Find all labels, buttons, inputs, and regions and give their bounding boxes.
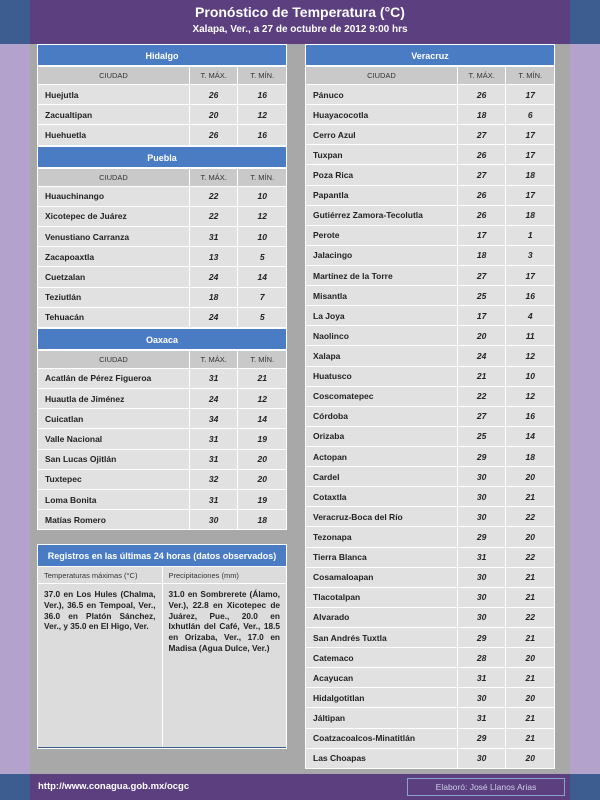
tmin-cell: 14: [238, 409, 287, 429]
column-header-tmax: T. MÁX.: [189, 67, 238, 85]
table-header-row: [306, 67, 555, 85]
tmax-cell: 28: [457, 648, 506, 668]
table-row: [38, 85, 287, 105]
tmax-cell: 30: [457, 587, 506, 607]
corner-top-right: [570, 0, 600, 44]
registros-body: [38, 584, 286, 747]
hidalgo-table: [37, 66, 287, 146]
tmin-cell: 20: [506, 467, 555, 487]
table-row: [306, 205, 555, 225]
city-cell: Coatzacoalcos-Minatitlán: [306, 728, 458, 748]
tmin-cell: 14: [506, 426, 555, 446]
tmin-cell: 20: [506, 648, 555, 668]
table-row: [306, 487, 555, 507]
table-row: [306, 306, 555, 326]
table-row: [306, 648, 555, 668]
tmax-cell: 24: [457, 346, 506, 366]
tmin-cell: 7: [238, 287, 287, 307]
tmin-cell: 22: [506, 507, 555, 527]
tmax-cell: 18: [457, 245, 506, 265]
tmin-cell: 21: [506, 728, 555, 748]
tmax-cell: 18: [457, 105, 506, 125]
right-border: [570, 0, 600, 800]
table-row: [306, 125, 555, 145]
tmin-cell: 21: [506, 567, 555, 587]
tmax-cell: 31: [189, 368, 238, 388]
table-row: [306, 507, 555, 527]
tmin-cell: 16: [506, 406, 555, 426]
city-cell: Martínez de la Torre: [306, 265, 458, 285]
section-hidalgo: [37, 44, 287, 146]
tmax-cell: 31: [189, 490, 238, 510]
table-row: [306, 366, 555, 386]
city-cell: Cardel: [306, 467, 458, 487]
table-row: [38, 389, 287, 409]
tmax-cell: 27: [457, 406, 506, 426]
section-veracruz: [305, 44, 555, 769]
column-header-tmin: T. MÍN.: [238, 350, 287, 368]
city-cell: San Lucas Ojitlán: [38, 449, 190, 469]
tmax-cell: 30: [457, 467, 506, 487]
city-cell: Zacualtipan: [38, 105, 190, 125]
column-header-tmax: T. MÁX.: [457, 67, 506, 85]
tmax-cell: 31: [189, 449, 238, 469]
tmin-cell: 1: [506, 225, 555, 245]
tmin-cell: 14: [238, 267, 287, 287]
tmax-cell: 30: [457, 688, 506, 708]
table-row: [38, 469, 287, 489]
tmin-cell: 20: [506, 748, 555, 768]
footer-url[interactable]: http://www.conagua.gob.mx/ocgc: [38, 781, 190, 792]
registros-title: Registros en las últimas 24 horas (datos observados): [38, 545, 286, 567]
tmin-cell: 10: [238, 186, 287, 206]
tmax-cell: 31: [457, 547, 506, 567]
city-cell: Cuetzalan: [38, 267, 190, 287]
tmax-cell: 27: [457, 125, 506, 145]
tmin-cell: 18: [506, 205, 555, 225]
tmin-cell: 20: [238, 449, 287, 469]
column-header-tmin: T. MÍN.: [238, 67, 287, 85]
tmax-cell: 25: [457, 286, 506, 306]
tmax-cell: 24: [189, 267, 238, 287]
tmin-cell: 10: [506, 366, 555, 386]
tmax-cell: 21: [457, 366, 506, 386]
tmax-cell: 24: [189, 307, 238, 327]
tmin-cell: 16: [238, 85, 287, 105]
tmax-cell: 31: [189, 429, 238, 449]
city-cell: Loma Bonita: [38, 490, 190, 510]
oaxaca-table: [37, 350, 287, 531]
city-cell: Xalapa: [306, 346, 458, 366]
table-row: [306, 627, 555, 647]
city-cell: Matías Romero: [38, 510, 190, 530]
tmax-cell: 29: [457, 446, 506, 466]
city-cell: Tezonapa: [306, 527, 458, 547]
tmax-cell: 22: [457, 386, 506, 406]
table-row: [38, 267, 287, 287]
page-header: [30, 0, 570, 44]
tmin-cell: 11: [506, 326, 555, 346]
city-cell: Tlacotalpan: [306, 587, 458, 607]
city-cell: Teziutlán: [38, 287, 190, 307]
column-header-city: CIUDAD: [38, 67, 190, 85]
tmin-cell: 10: [238, 226, 287, 246]
tmin-cell: 19: [238, 490, 287, 510]
city-cell: Actopan: [306, 446, 458, 466]
tmin-cell: 20: [238, 469, 287, 489]
table-row: [306, 406, 555, 426]
tmin-cell: 21: [238, 368, 287, 388]
tmin-cell: 22: [506, 547, 555, 567]
tmin-cell: 20: [506, 527, 555, 547]
city-cell: Naolinco: [306, 326, 458, 346]
tmax-cell: 18: [189, 287, 238, 307]
table-row: [306, 688, 555, 708]
tmax-cell: 22: [189, 206, 238, 226]
tmax-cell: 26: [457, 145, 506, 165]
table-row: [38, 287, 287, 307]
tmin-cell: 17: [506, 145, 555, 165]
city-cell: Acayucan: [306, 668, 458, 688]
left-column: [37, 44, 287, 530]
table-row: [306, 527, 555, 547]
city-cell: Orizaba: [306, 426, 458, 446]
tmax-cell: 13: [189, 247, 238, 267]
tmax-cell: 25: [457, 426, 506, 446]
tmin-cell: 12: [506, 386, 555, 406]
city-cell: Catemaco: [306, 648, 458, 668]
table-row: [306, 265, 555, 285]
table-row: [38, 226, 287, 246]
city-cell: Tuxpan: [306, 145, 458, 165]
section-title: Hidalgo: [37, 44, 287, 66]
table-row: [38, 510, 287, 530]
tmax-cell: 26: [457, 205, 506, 225]
table-row: [38, 307, 287, 327]
table-row: [306, 446, 555, 466]
table-row: [306, 467, 555, 487]
table-row: [38, 186, 287, 206]
column-header-city: CIUDAD: [38, 168, 190, 186]
tmin-cell: 22: [506, 607, 555, 627]
tmin-cell: 20: [506, 688, 555, 708]
tmin-cell: 21: [506, 587, 555, 607]
tmax-cell: 26: [457, 85, 506, 105]
tmax-cell: 30: [457, 607, 506, 627]
tmax-cell: 26: [189, 85, 238, 105]
table-row: [38, 206, 287, 226]
table-header-row: [38, 67, 287, 85]
section-title: Veracruz: [305, 44, 555, 66]
tmin-cell: 21: [506, 708, 555, 728]
city-cell: Valle Nacional: [38, 429, 190, 449]
max-temp-label: Temperaturas máximas (°C): [38, 567, 163, 583]
tmin-cell: 12: [238, 105, 287, 125]
table-row: [306, 587, 555, 607]
tmin-cell: 4: [506, 306, 555, 326]
tmin-cell: 5: [238, 247, 287, 267]
column-header-tmax: T. MÁX.: [189, 168, 238, 186]
city-cell: Huatusco: [306, 366, 458, 386]
section-title: Puebla: [37, 146, 287, 168]
city-cell: Tuxtepec: [38, 469, 190, 489]
city-cell: Huayacocotla: [306, 105, 458, 125]
tmax-cell: 29: [457, 627, 506, 647]
tmax-cell: 31: [457, 668, 506, 688]
table-row: [306, 748, 555, 768]
tmin-cell: 17: [506, 265, 555, 285]
city-cell: Papantla: [306, 185, 458, 205]
tmin-cell: 16: [506, 286, 555, 306]
tmin-cell: 18: [506, 446, 555, 466]
table-row: [306, 728, 555, 748]
precip-text: 31.0 en Sombrerete (Álamo, Ver.), 22.8 en Xicotepec de Juárez, Pue., 20.0 en Ixhutlán del Café, Ver., 18.5 en Orizaba, Ver., 17.0 en Madisa (Agua Dulce, Ver.): [168, 589, 280, 653]
city-cell: Veracruz-Boca del Río: [306, 507, 458, 527]
table-row: [38, 490, 287, 510]
city-cell: Huejutla: [38, 85, 190, 105]
tmax-cell: 17: [457, 306, 506, 326]
city-cell: Zacapoaxtla: [38, 247, 190, 267]
tmax-cell: 30: [457, 567, 506, 587]
city-cell: Gutiérrez Zamora-Tecolutla: [306, 205, 458, 225]
table-row: [306, 185, 555, 205]
column-header-tmin: T. MÍN.: [506, 67, 555, 85]
tmin-cell: 18: [238, 510, 287, 530]
city-cell: Tehuacán: [38, 307, 190, 327]
table-row: [306, 105, 555, 125]
column-header-tmax: T. MÁX.: [189, 350, 238, 368]
table-row: [38, 105, 287, 125]
city-cell: Córdoba: [306, 406, 458, 426]
right-column: [305, 44, 555, 769]
column-header-city: CIUDAD: [306, 67, 458, 85]
city-cell: Coscomatepec: [306, 386, 458, 406]
city-cell: Perote: [306, 225, 458, 245]
table-row: [306, 346, 555, 366]
tmin-cell: 5: [238, 307, 287, 327]
puebla-table: [37, 168, 287, 328]
table-row: [306, 225, 555, 245]
table-header-row: [38, 168, 287, 186]
corner-bottom-left: [0, 774, 30, 800]
table-row: [306, 245, 555, 265]
table-header-row: [38, 350, 287, 368]
tmax-cell: 30: [457, 487, 506, 507]
city-cell: Jalacingo: [306, 245, 458, 265]
tmax-cell: 31: [189, 226, 238, 246]
tmax-cell: 24: [189, 389, 238, 409]
tmax-cell: 20: [189, 105, 238, 125]
tmin-cell: 21: [506, 627, 555, 647]
tmax-cell: 30: [457, 748, 506, 768]
registros-panel: [37, 544, 287, 749]
city-cell: San Andrés Tuxtla: [306, 627, 458, 647]
max-temp-text: 37.0 en Los Hules (Chalma, Ver.), 36.5 en Tempoal, Ver., 36.0 en Platón Sánchez, Ver., y 35.0 en El Higo, Ver.: [38, 584, 163, 747]
tmin-cell: 12: [238, 206, 287, 226]
tmin-cell: 21: [506, 668, 555, 688]
tmax-cell: 31: [457, 708, 506, 728]
table-row: [306, 426, 555, 446]
tmax-cell: 22: [189, 186, 238, 206]
registros-subheader: [38, 567, 286, 584]
table-row: [306, 607, 555, 627]
tmin-cell: 19: [238, 429, 287, 449]
column-header-city: CIUDAD: [38, 350, 190, 368]
page-subtitle: Xalapa, Ver., a 27 de octubre de 2012 9:00 hrs: [192, 24, 408, 35]
tmin-cell: 18: [506, 165, 555, 185]
section-title: Oaxaca: [37, 328, 287, 350]
precip-label: Precipitaciones (mm): [168, 571, 239, 580]
city-cell: Cerro Azul: [306, 125, 458, 145]
tmin-cell: 21: [506, 487, 555, 507]
table-row: [306, 567, 555, 587]
tmax-cell: 30: [189, 510, 238, 530]
table-row: [306, 326, 555, 346]
table-row: [38, 368, 287, 388]
city-cell: Huauchinango: [38, 186, 190, 206]
tmax-cell: 32: [189, 469, 238, 489]
city-cell: Hidalgotitlan: [306, 688, 458, 708]
tmax-cell: 17: [457, 225, 506, 245]
tmax-cell: 30: [457, 507, 506, 527]
table-row: [306, 286, 555, 306]
tmin-cell: 16: [238, 125, 287, 145]
tmax-cell: 27: [457, 265, 506, 285]
tmax-cell: 29: [457, 728, 506, 748]
tmin-cell: 12: [506, 346, 555, 366]
left-border: [0, 0, 30, 800]
footer-author: Elaboró: José Llanos Arias: [407, 778, 565, 796]
column-header-tmin: T. MÍN.: [238, 168, 287, 186]
city-cell: Misantla: [306, 286, 458, 306]
tmin-cell: 3: [506, 245, 555, 265]
city-cell: La Joya: [306, 306, 458, 326]
table-row: [306, 708, 555, 728]
page-footer: [30, 774, 570, 800]
corner-top-left: [0, 0, 30, 44]
table-row: [306, 386, 555, 406]
table-row: [38, 409, 287, 429]
city-cell: Pánuco: [306, 85, 458, 105]
tmax-cell: 27: [457, 165, 506, 185]
tmin-cell: 17: [506, 185, 555, 205]
tmin-cell: 17: [506, 85, 555, 105]
table-row: [306, 547, 555, 567]
table-row: [38, 125, 287, 145]
city-cell: Huautla de Jiménez: [38, 389, 190, 409]
city-cell: Tierra Blanca: [306, 547, 458, 567]
section-oaxaca: [37, 328, 287, 531]
tmax-cell: 20: [457, 326, 506, 346]
page-title: Pronóstico de Temperatura (°C): [195, 4, 405, 20]
city-cell: Huehuetla: [38, 125, 190, 145]
city-cell: Alvarado: [306, 607, 458, 627]
section-puebla: [37, 146, 287, 328]
city-cell: Cotaxtla: [306, 487, 458, 507]
table-row: [38, 247, 287, 267]
veracruz-table: [305, 66, 555, 769]
city-cell: Cosamaloapan: [306, 567, 458, 587]
tmin-cell: 6: [506, 105, 555, 125]
city-cell: Cuicatlan: [38, 409, 190, 429]
table-row: [306, 85, 555, 105]
table-row: [38, 449, 287, 469]
main-content: [30, 44, 570, 774]
tmax-cell: 29: [457, 527, 506, 547]
table-row: [306, 165, 555, 185]
tmax-cell: 26: [457, 185, 506, 205]
city-cell: Venustiano Carranza: [38, 226, 190, 246]
city-cell: Xicotepec de Juárez: [38, 206, 190, 226]
tmax-cell: 26: [189, 125, 238, 145]
city-cell: Las Choapas: [306, 748, 458, 768]
city-cell: Poza Rica: [306, 165, 458, 185]
city-cell: Jáltipan: [306, 708, 458, 728]
table-row: [306, 668, 555, 688]
tmin-cell: 12: [238, 389, 287, 409]
city-cell: Acatlán de Pérez Figueroa: [38, 368, 190, 388]
tmin-cell: 17: [506, 125, 555, 145]
table-row: [306, 145, 555, 165]
tmax-cell: 34: [189, 409, 238, 429]
table-row: [38, 429, 287, 449]
corner-bottom-right: [570, 774, 600, 800]
